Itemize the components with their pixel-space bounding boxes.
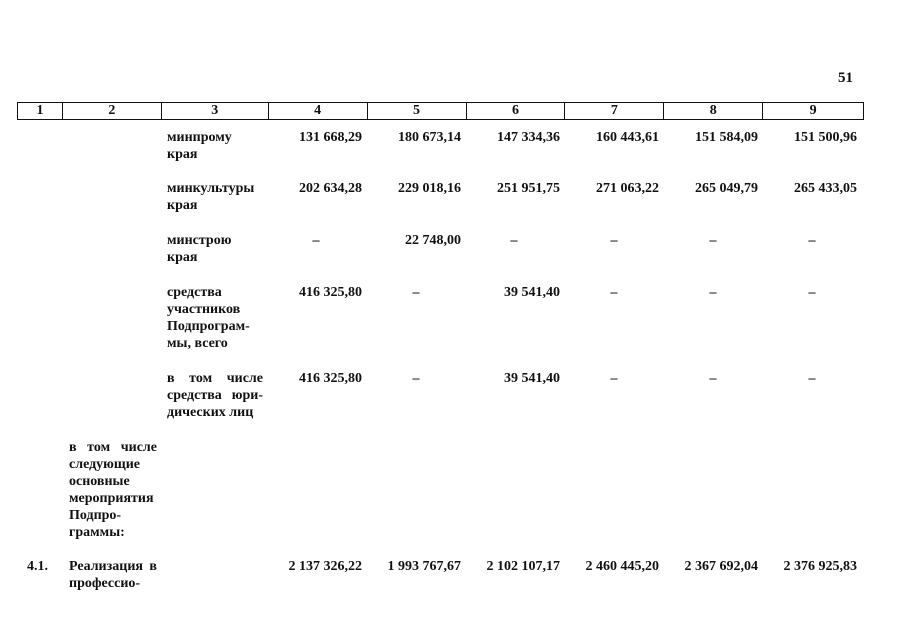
row-label-minstroyu: [167, 232, 263, 266]
section-note-line: основные: [69, 474, 130, 489]
row-label-line: Подпрограм-: [167, 319, 250, 334]
cell-value: 416 325,80: [299, 371, 362, 386]
cell-dash: –: [709, 233, 717, 248]
header-col-2: 2: [63, 103, 162, 119]
cell-dash: –: [412, 285, 420, 300]
cell-dash: –: [610, 285, 618, 300]
header-col-9: 9: [763, 103, 864, 119]
section-note-line: граммы:: [69, 525, 125, 540]
cell-dash: –: [510, 233, 518, 248]
section-note-line: в том числе: [69, 440, 157, 455]
cell-value: 1 993 767,67: [387, 559, 461, 574]
cell-value: 2 102 107,17: [486, 559, 560, 574]
cell-value: 2 460 445,20: [585, 559, 659, 574]
row-label-line: минкультуры: [167, 181, 255, 196]
item-label: [69, 558, 157, 592]
row-label-line: дических лиц: [167, 405, 254, 420]
row-label-line: участников: [167, 302, 241, 317]
cell-dash: –: [312, 233, 320, 248]
cell-value: 416 325,80: [299, 285, 362, 300]
section-note-line: Подпро-: [69, 508, 122, 523]
item-number: 4.1.: [27, 559, 48, 574]
table-header-row: [17, 102, 864, 120]
cell-value: 39 541,40: [504, 371, 560, 386]
header-col-1: 1: [18, 103, 63, 119]
cell-value: 160 443,61: [596, 130, 659, 145]
row-label-minkultury: [167, 180, 263, 214]
cell-dash: –: [808, 371, 816, 386]
cell-dash: –: [808, 285, 816, 300]
cell-value: 151 500,96: [794, 130, 857, 145]
cell-dash: –: [610, 233, 618, 248]
row-label-line: мы, всего: [167, 336, 228, 351]
cell-dash: –: [412, 371, 420, 386]
cell-value: 147 334,36: [497, 130, 560, 145]
row-label-line: края: [167, 147, 198, 162]
header-col-7: 7: [565, 103, 664, 119]
row-label-line: края: [167, 250, 198, 265]
page-number: 51: [838, 70, 853, 86]
cell-value: 39 541,40: [504, 285, 560, 300]
row-label-line: средства: [167, 285, 222, 300]
row-label-legal-entities: [167, 370, 263, 421]
cell-dash: –: [610, 371, 618, 386]
cell-dash: –: [709, 371, 717, 386]
row-label-line: края: [167, 198, 198, 213]
row-label-line: в том числе: [167, 371, 263, 386]
cell-value: 229 018,16: [398, 181, 461, 196]
cell-dash: –: [808, 233, 816, 248]
header-col-6: 6: [467, 103, 566, 119]
row-label-line: средства юри-: [167, 388, 263, 403]
cell-value: 2 367 692,04: [684, 559, 758, 574]
cell-value: 202 634,28: [299, 181, 362, 196]
header-col-8: 8: [664, 103, 763, 119]
cell-value: 251 951,75: [497, 181, 560, 196]
item-label-line: Реализация в: [69, 559, 157, 574]
cell-value: 2 137 326,22: [288, 559, 362, 574]
header-col-5: 5: [368, 103, 467, 119]
section-note-line: мероприятия: [69, 491, 154, 506]
row-label-minpromu: [167, 129, 263, 163]
cell-value: 265 049,79: [695, 181, 758, 196]
section-note: [69, 439, 157, 541]
cell-dash: –: [709, 285, 717, 300]
cell-value: 131 668,29: [299, 130, 362, 145]
row-label-line: минстрою: [167, 233, 232, 248]
row-label-participants-total: [167, 284, 263, 352]
cell-value: 151 584,09: [695, 130, 758, 145]
item-label-line: профессио-: [69, 576, 141, 591]
cell-value: 180 673,14: [398, 130, 461, 145]
cell-value: 2 376 925,83: [783, 559, 857, 574]
header-col-3: 3: [162, 103, 269, 119]
cell-value: 265 433,05: [794, 181, 857, 196]
header-col-4: 4: [269, 103, 368, 119]
cell-value: 271 063,22: [596, 181, 659, 196]
cell-value: 22 748,00: [405, 233, 461, 248]
section-note-line: следующие: [69, 457, 140, 472]
row-label-line: минпрому: [167, 130, 232, 145]
